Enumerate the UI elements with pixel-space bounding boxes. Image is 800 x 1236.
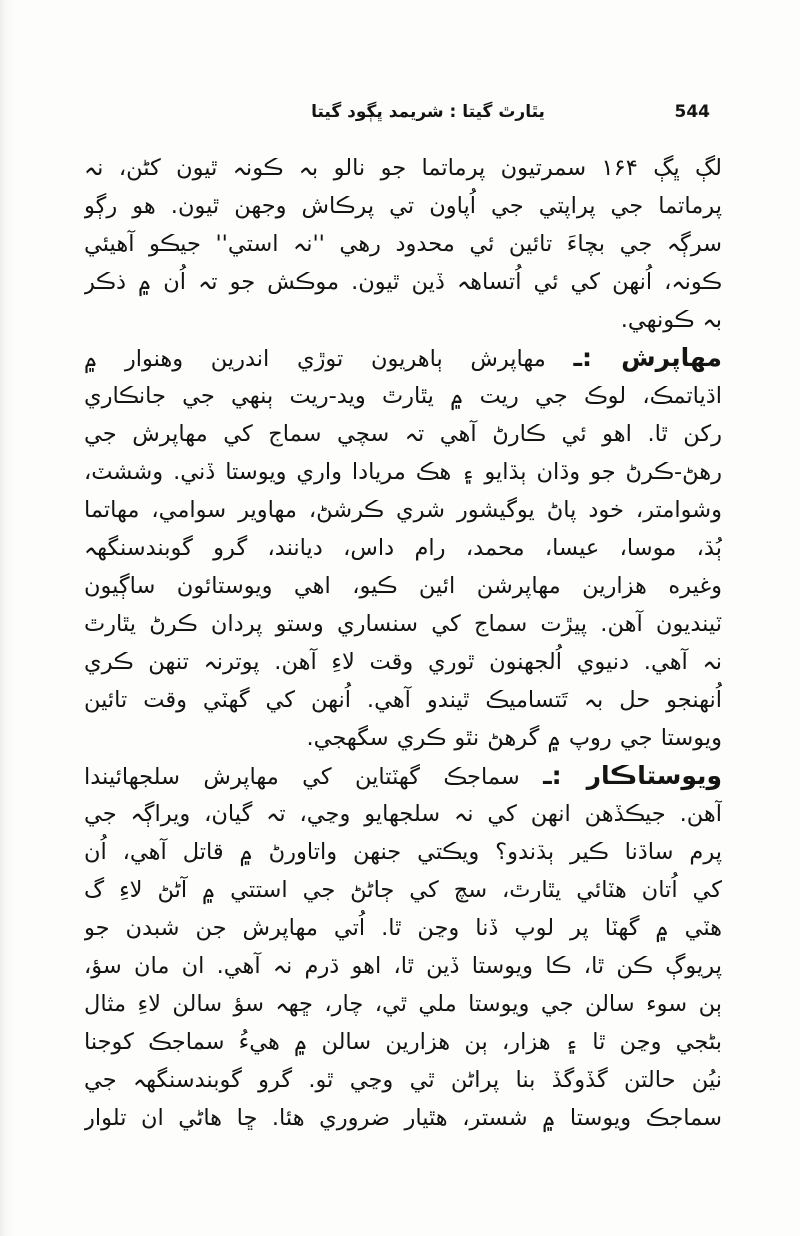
text-line: پرم ساڌنا ڪير ٻڌندو؟ ويڪتي جنهن واتاورڻ ۾ قاتل آهي، اُن	[84, 839, 722, 865]
section-heading: ويوستاڪار :ـ	[543, 761, 722, 790]
text-line: ٻُڌ، موسا، عيسا، محمد، رام داس، ديانند، گرو گوبندسنگهہ	[84, 535, 722, 561]
text-line: رکن ٿا. اهو ئي ڪارڻ آهي تہ سچي سماج کي مهاپرش جي	[84, 421, 722, 447]
text-line: ڪونہ، اُنهن کي ئي اُتساهہ ڏين ٿيون. موڪش جو تہ اُن ۾ ذڪر	[84, 269, 722, 295]
text-line: بڻجي وڃن ٿا ۽ هزار، ٻن هزارين سالن ۾ هيءُ سماجڪ کوجنا	[84, 1029, 722, 1055]
text-line: اُنهنجو حل بہ تَتساميڪ ٿيندو آهي. اُنهن کي گهٽي وقت تائين	[84, 687, 722, 713]
text-line: سرڳہ جي بچاءَ تائين ئي محدود رهي ''نہ استي'' جيڪو آهيئي	[84, 231, 722, 257]
text-line	[84, 339, 722, 377]
text-line: لڳ ڀڳ ۱۶۴ سمرتيون پرماتما جو نالو بہ ڪونہ ٿيون کڻن، نہ	[84, 155, 722, 181]
text-line: بہ ڪونهي.	[620, 307, 722, 333]
text-run: سماجڪ گهٽتاين کي مهاپرش سلجهائيندا	[84, 764, 520, 790]
header-title: يٿارٿ گيتا : شريمد ڀڳود گيتا	[311, 102, 545, 122]
text-line: نہ آهي. دنيوي اُلجهنون ٿوري وقت لاءِ آهن. پوترنہ تنهن ڪري	[84, 649, 722, 675]
text-line	[84, 757, 722, 795]
text-line: پريوڳ ڪن ٿا، ڪا ويوستا ڏين ٿا، اهو ڌرم نہ آهي. ان مان سؤ،	[84, 953, 722, 979]
text-run: مهاپرش ٻاهريون توڙي اندرين وهنوار ۾	[84, 346, 546, 372]
text-line: نيُن حالتن گڏوگڏ بنا پراڻن ٿي وڃي ٿو. گرو گوبندسنگهہ جي	[84, 1067, 722, 1093]
text-line: وغيره هزارين مهاپرشن ائين ڪيو، اهي ويوستائون ساڳيون	[84, 573, 722, 599]
text-line: ويوستا جي روپ ۾ گرهڻ نٿو ڪري سگهجي.	[306, 725, 722, 751]
section-heading: مهاپرش :ـ	[573, 343, 722, 372]
text-line: ٽينديون آهن. پيڙت سماج کي سنساري وستو پردان ڪرڻ يٿارٿ	[84, 611, 722, 637]
page-body	[84, 149, 722, 1137]
text-line: کي اُتان هٽائي يٿارٿ، سچ کي ڄاڻڻ جي استتي ۾ آڻڻ لاءِ گ	[84, 877, 722, 903]
text-line: هٽي ۾ گهٽا پر لوپ ڏنا وڃن ٿا. اُتي مهاپرش جن شبدن جو	[84, 915, 722, 941]
text-line: رهڻ-ڪرڻ جو وڌان ٻڌايو ۽ هڪ مريادا واري ويوستا ڏني. وششٽ،	[84, 459, 722, 485]
page-number: 544	[674, 102, 710, 122]
text-line: اڌياتمڪ، لوڪ جي ريت ۾ يٿارٿ ويد-ريت ٻنهي جي جانڪاري	[84, 383, 722, 409]
page-header	[84, 100, 722, 126]
text-line: وشوامتر، خود پاڻ يوگيشور شري ڪرشڻ، مهاوير سوامي، مهاتما	[84, 497, 722, 523]
text-line: آهن. جيڪڏهن انهن کي نہ سلجهايو وڃي، تہ گيان، ويراڳہ جي	[84, 801, 722, 827]
text-line: سماجڪ ويوستا ۾ شستر، هٿيار ضروري هئا. ڇا هاڻي ان تلوار	[84, 1105, 722, 1131]
text-line: ٻن سوء سالن جي ويوستا ملي ٿي، چار، ڇهہ سؤ سالن لاءِ مثال	[84, 991, 722, 1017]
text-line: پرماتما جي پراپتي جي اُپاون تي پرڪاش وجهن ٿيون. هو رڳو	[84, 193, 722, 219]
